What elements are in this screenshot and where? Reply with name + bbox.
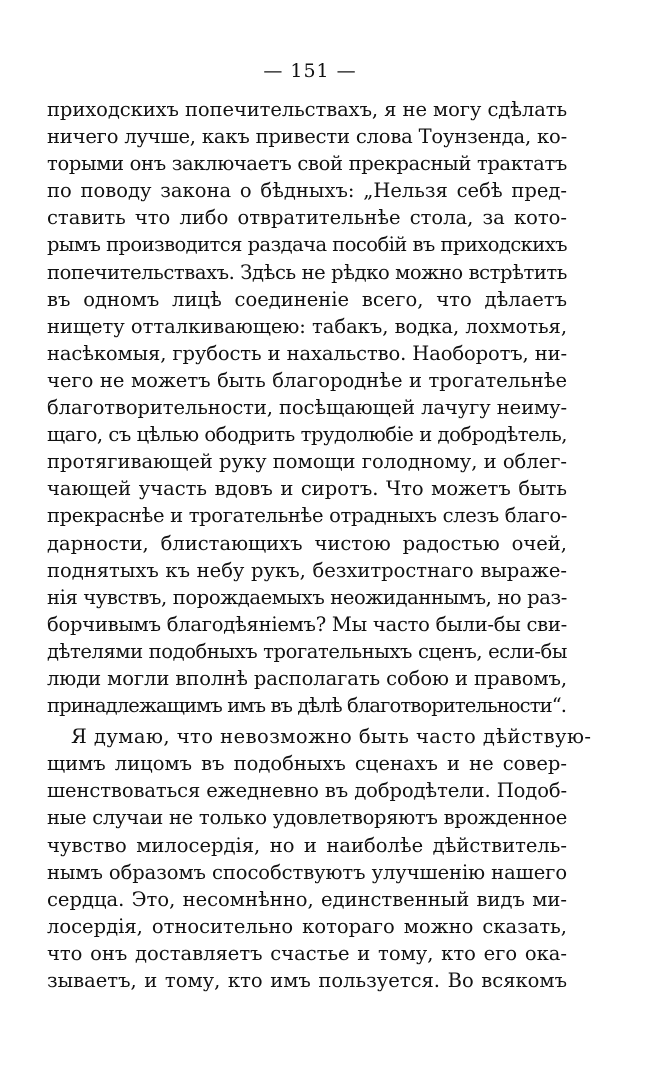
text-line: въ одномъ лицѣ соединеніе всего, что дѣлаетъ [47, 287, 567, 311]
text-line: ничего лучше, какъ привести слова Тоунзенда, ко- [47, 125, 567, 149]
text-line: попечительствахъ. Здѣсь не рѣдко можно встрѣтить [47, 260, 567, 284]
text-line: ные случаи не только удовлетворяютъ врожденное [47, 806, 567, 830]
text-line: чающей участь вдовъ и сиротъ. Что можетъ быть [47, 477, 567, 501]
text-line: дарности, блистающихъ чистою радостью очей, [47, 531, 567, 555]
text-line: принадлежащимъ имъ въ дѣлѣ благотворительности“. [47, 694, 567, 718]
text-line: люди могли вполнѣ располагать собою и правомъ, [47, 666, 567, 690]
text-line: поднятыхъ къ небу рукъ, безхитростнаго выраже- [47, 558, 567, 582]
text-line: прекраснѣе и трогательнѣе отрадныхъ слезъ благо- [47, 504, 567, 528]
text-line: сердца. Это, несомнѣнно, единственный видъ ми- [47, 887, 567, 911]
text-line: дѣтелями подобныхъ трогательныхъ сценъ, если-бы [47, 639, 567, 663]
text-line: протягивающей руку помощи голодному, и облег- [47, 450, 568, 474]
text-line: благотворительности, посѣщающей лачугу неиму- [47, 396, 567, 420]
text-line: по поводу закона о бѣдныхъ: „Нельзя себѣ пред- [47, 179, 567, 203]
text-line: шенствоваться ежедневно въ добродѣтели. Подоб- [47, 779, 567, 803]
text-line: нищету отталкивающею: табакъ, водка, лохмотья, [47, 314, 567, 338]
text-line: нымъ образомъ способствуютъ улучшенію нашего [47, 860, 567, 884]
text-line: лосердія, относительно котораго можно сказать, [47, 914, 567, 938]
text-line: нія чувствъ, порождаемыхъ неожиданнымъ, но раз- [47, 585, 567, 609]
text-line: торыми онъ заключаетъ свой прекрасный трактатъ [47, 152, 567, 176]
body-text [47, 96, 592, 994]
text-line: рымъ производится раздача пособій въ приходскихъ [47, 233, 567, 257]
text-line: насѣкомыя, грубость и нахальство. Наоборотъ, ни- [47, 341, 567, 365]
page-number: — 151 — [263, 60, 357, 82]
text-line: ставить что либо отвратительнѣе стола, за кото- [47, 206, 567, 230]
text-line: что онъ доставляетъ счастье и тому, кто его ока- [47, 941, 567, 965]
text-line: борчивымъ благодѣяніемъ? Мы часто были-бы сви- [47, 612, 567, 636]
paragraph-1 [47, 96, 567, 719]
text-line: чего не можетъ быть благороднѣе и трогательнѣе [47, 368, 567, 392]
text-line: приходскихъ попечительствахъ, я не могу сдѣлать [47, 98, 567, 121]
text-line: зываетъ, и тому, кто имъ пользуется. Во всякомъ [47, 969, 567, 992]
text-line: щимъ лицомъ въ подобныхъ сценахъ и не совер- [47, 752, 567, 776]
paragraph-2 [47, 723, 592, 994]
text-line: чувство милосердія, но и наиболѣе дѣйствитель- [47, 833, 567, 857]
text-line: щаго, съ цѣлью ободрить трудолюбіе и добродѣтель, [47, 423, 567, 447]
text-line: Я думаю, что невозможно быть часто дѣйствую- [71, 725, 592, 749]
